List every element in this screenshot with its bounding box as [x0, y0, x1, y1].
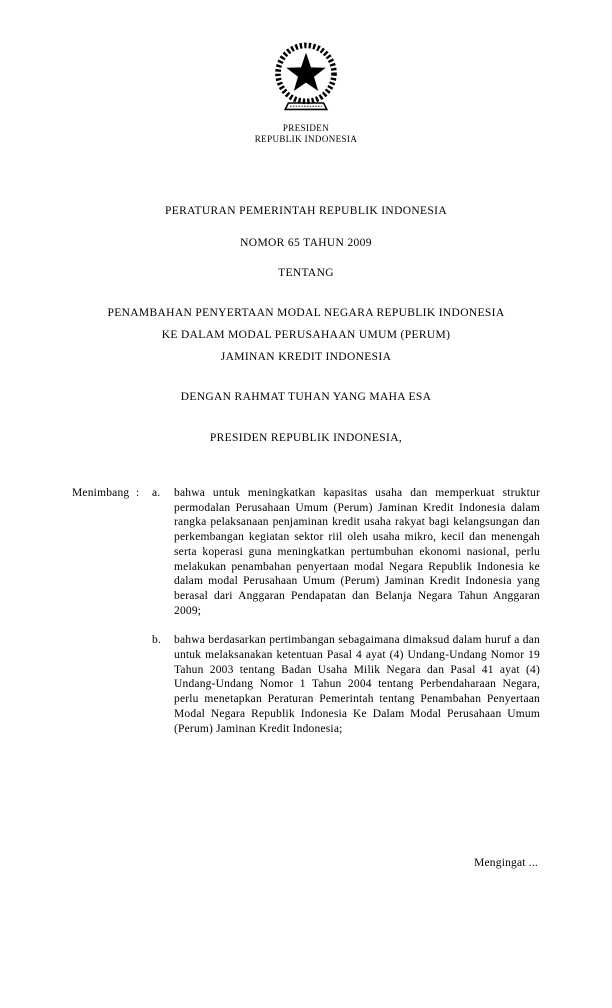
regulation-number: NOMOR 65 TAHUN 2009: [240, 237, 372, 249]
letterhead-institution-line2: REPUBLIK INDONESIA: [254, 134, 358, 144]
considering-label: Menimbang: [72, 487, 130, 499]
item-marker: a.: [152, 487, 161, 499]
regulation-about-label: TENTANG: [278, 267, 334, 279]
regulation-title: PERATURAN PEMERINTAH REPUBLIK INDONESIA: [164, 205, 448, 217]
grace-clause: DENGAN RAHMAT TUHAN YANG MAHA ESA: [180, 391, 432, 403]
item-marker: b.: [152, 634, 162, 647]
letterhead-institution-line1: PRESIDEN: [282, 123, 330, 133]
considering-colon: :: [136, 487, 140, 499]
item-text: bahwa berdasarkan pertimbangan sebagaimana dimaksud dalam huruf a dan untuk melaksanakan ketentuan Pasal 4 ayat (4) Undang-Undang Nomor 19 Tahun 2003 tentang Badan Usaha Milik Negara dan Pasal 41 ayat (4) Undang-Undang Nomor 1 Tahun 2004 tentang Perbendaharaan Negara, perlu menetapkan Peraturan Pemerintah tentang Penambahan Penyertaan Modal Negara Republik Indonesia Ke Dalam Modal Perusahaan Umum (Perum) Jaminan Kredit Indonesia;: [174, 634, 540, 735]
item-text: bahwa untuk meningkatkan kapasitas usaha dan memperkuat struktur permodalan Perusahaan Umum (Perum) Jaminan Kredit Indonesia dalam rangka pelaksanaan penjaminan kredit usaha rakyat bagi kelangsungan dan perkembangan kegiatan sektor riil oleh usaha mikro, kecil dan menengah serta koperasi guna meningkatkan pertumbuhan ekonomi nasional, perlu melakukan penambahan penyertaan modal Negara Republik Indonesia ke dalam modal Perusahaan Umum (Perum) Jaminan Kredit Indonesia yang berasal dari Anggaran Pendapatan dan Belanja Negara Tahun Anggaran 2009;: [174, 487, 540, 617]
star-icon: [286, 53, 326, 91]
considering-item-b: [152, 633, 540, 736]
catchword-mengingat: Mengingat ...: [474, 857, 538, 869]
title-block: [0, 205, 612, 444]
letterhead: [0, 0, 612, 145]
regulation-subject-line3: JAMINAN KREDIT INDONESIA: [220, 351, 392, 363]
regulation-subject-line1: PENAMBAHAN PENYERTAAN MODAL NEGARA REPUBLIK INDONESIA: [107, 307, 505, 319]
considering-item-a: [152, 486, 540, 618]
regulation-subject-line2: KE DALAM MODAL PERUSAHAAN UMUM (PERUM): [161, 329, 451, 341]
considering-items: [152, 486, 540, 736]
considering-row: [72, 486, 540, 736]
issuer-line: PRESIDEN REPUBLIK INDONESIA,: [209, 432, 403, 444]
presidential-emblem-icon: [266, 36, 346, 114]
considering-section: [0, 486, 612, 736]
